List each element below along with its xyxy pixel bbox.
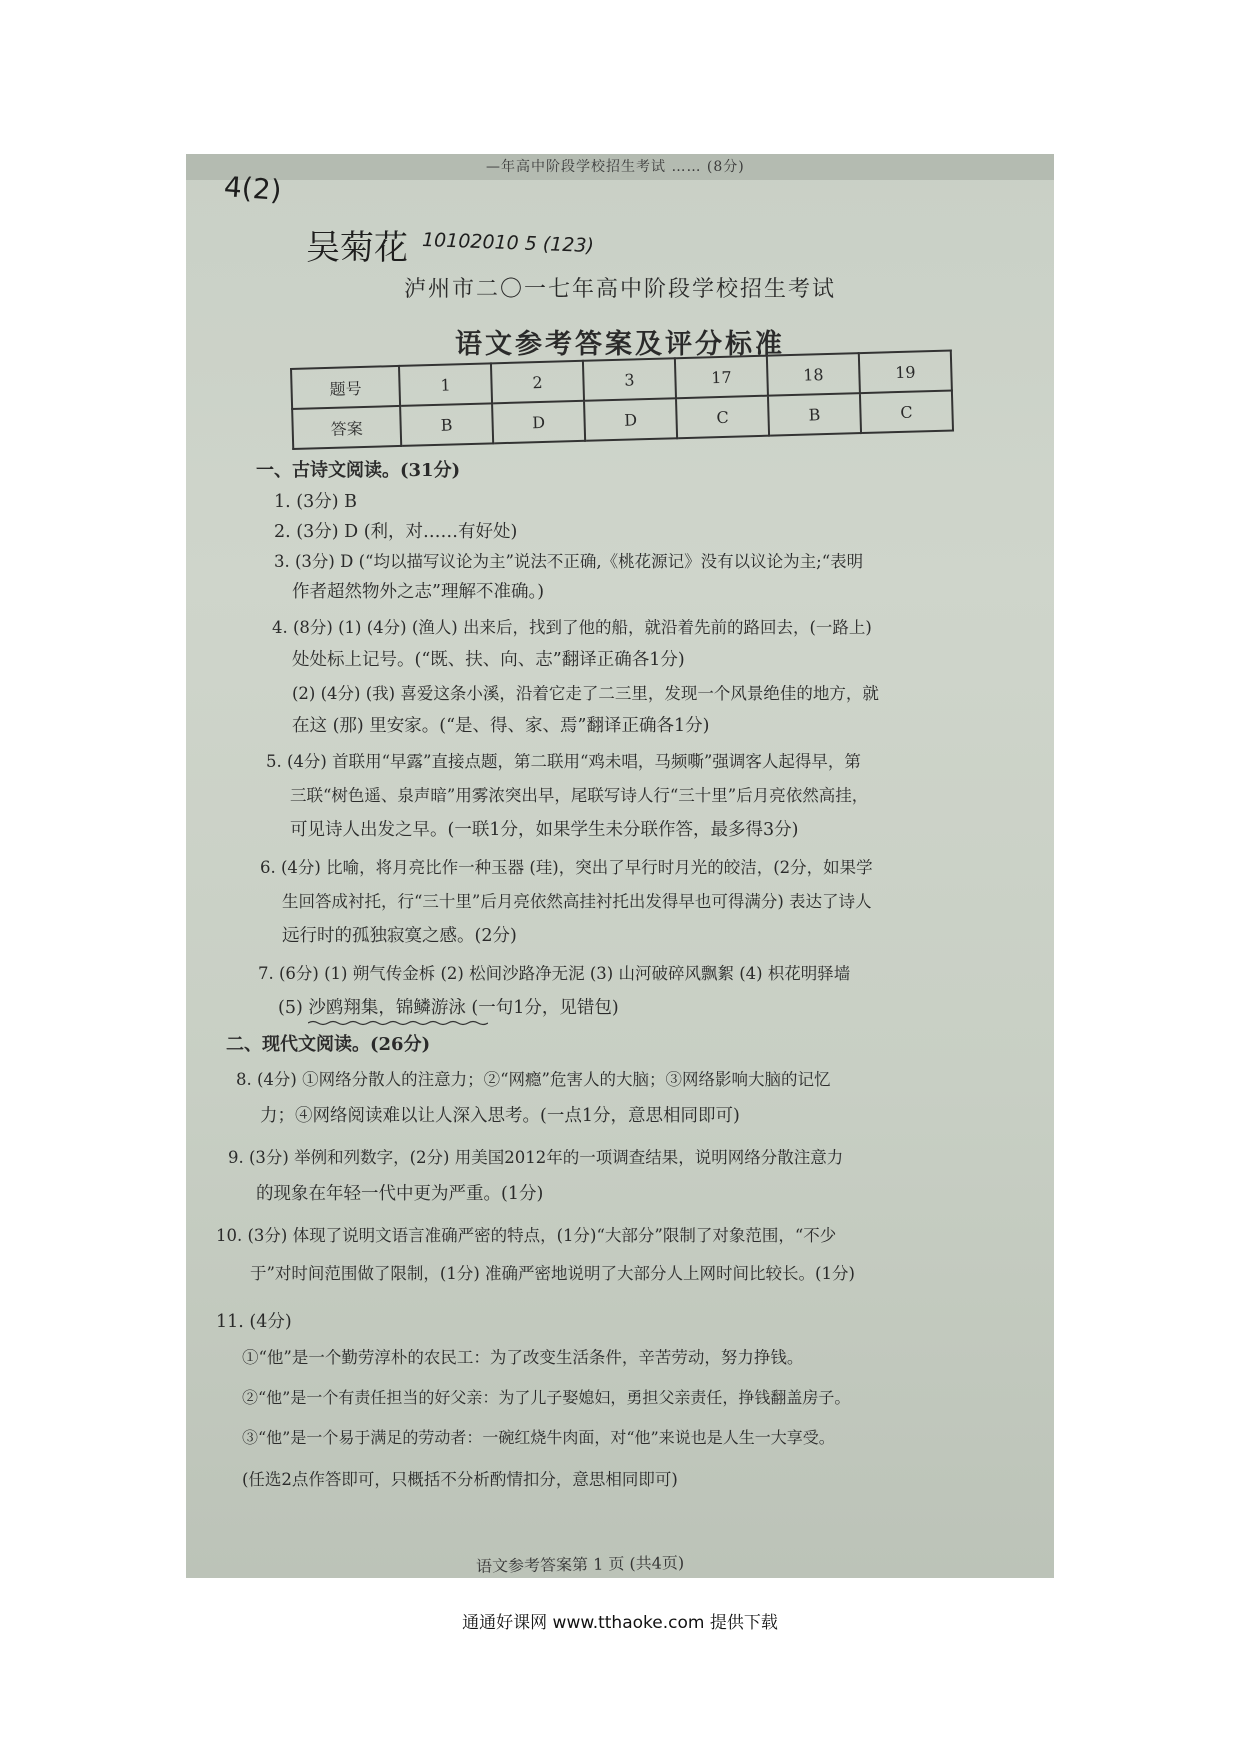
answer-line: 9. (3分) 举例和列数字，(2分) 用美国2012年的一项调查结果，说明网络分散注意力 xyxy=(228,1148,844,1167)
table-header-cell: 答案 xyxy=(292,406,401,449)
page-footer: 语文参考答案第 1 页 (共4页) xyxy=(475,1553,685,1576)
answer-line: 远行时的孤独寂寞之感。(2分) xyxy=(282,926,517,946)
answer-line: ③“他”是一个易于满足的劳动者：一碗红烧牛肉面，对“他”来说也是人生一大享受。 xyxy=(242,1428,835,1447)
answer-line: 4. (8分) (1) (4分) (渔人) 出来后，找到了他的船，就沿着先前的路回去，(一路上) xyxy=(272,618,872,637)
header-strip xyxy=(186,154,1054,180)
answer-line: 2. (3分) D (利，对……有好处) xyxy=(274,522,518,542)
document-subtitle: 语文参考答案及评分标准 xyxy=(455,329,785,360)
answer-line: 作者超然物外之志”理解不准确。) xyxy=(292,582,545,602)
answer-line: (任选2点作答即可，只概括不分析酌情扣分，意思相同即可) xyxy=(242,1470,678,1489)
table-cell: D xyxy=(584,398,677,441)
handwritten-id: 10102010 5 (123) xyxy=(421,229,595,257)
answer-line: 11. (4分) xyxy=(216,1312,292,1332)
table-cell: 1 xyxy=(399,363,492,406)
answer-line: 8. (4分) ①网络分散人的注意力；②“网瘾”危害人的大脑；③网络影响大脑的记忆 xyxy=(236,1070,831,1089)
answer-line: 可见诗人出发之早。(一联1分，如果学生未分联作答，最多得3分) xyxy=(290,820,799,840)
table-cell: 2 xyxy=(491,361,584,404)
answer-line: 在这 (那) 里安家。(“是、得、家、焉”翻译正确各1分) xyxy=(292,716,710,736)
section-heading: 一、古诗文阅读。(31分) xyxy=(256,460,461,481)
table-cell: D xyxy=(492,401,585,444)
answer-line: 的现象在年轻一代中更为严重。(1分) xyxy=(256,1184,544,1204)
handwritten-underline xyxy=(308,1020,488,1026)
answer-line: (2) (4分) (我) 喜爱这条小溪，沿着它走了二三里，发现一个风景绝佳的地方，就 xyxy=(292,684,879,703)
header-strip-text: —年高中阶段学校招生考试 …… (8分) xyxy=(486,159,745,175)
answer-line: 5. (4分) 首联用“早露”直接点题，第二联用“鸡未唱，马频嘶”强调客人起得早，第 xyxy=(266,752,861,771)
answer-line: 力；④网络阅读难以让人深入思考。(一点1分，意思相同即可) xyxy=(260,1106,740,1126)
table-header-cell: 题号 xyxy=(291,366,400,409)
table-cell: 17 xyxy=(675,356,768,399)
answer-line: 1. (3分) B xyxy=(274,492,357,512)
table-cell: 3 xyxy=(583,358,676,401)
handwritten-mark: 4(2) xyxy=(222,170,283,207)
answer-line: 3. (3分) D (“均以描写议论为主”说法不正确,《桃花源记》没有以议论为主;“表明 xyxy=(274,552,864,571)
section-heading: 二、现代文阅读。(26分) xyxy=(226,1034,431,1055)
answer-line: 三联“树色遥、泉声暗”用雾浓突出早，尾联写诗人行“三十里”后月亮依然高挂， xyxy=(290,786,869,805)
answer-line: 7. (6分) (1) 朔气传金柝 (2) 松间沙路净无泥 (3) 山河破碎风飘絮 (4) 枳花明驿墙 xyxy=(258,964,851,983)
answer-line: 10. (3分) 体现了说明文语言准确严密的特点，(1分)“大部分”限制了对象范围，“不少 xyxy=(216,1226,837,1245)
exam-title: 泸州市二〇一七年高中阶段学校招生考试 xyxy=(403,277,836,302)
answer-line: ①“他”是一个勤劳淳朴的农民工：为了改变生活条件，辛苦劳动，努力挣钱。 xyxy=(242,1348,804,1367)
handwritten-name: 吴菊花 xyxy=(306,228,408,268)
answer-line: 生回答成衬托，行“三十里”后月亮依然高挂衬托出发得早也可得满分) 表达了诗人 xyxy=(282,892,872,911)
table-cell: B xyxy=(768,393,861,436)
table-cell: C xyxy=(860,391,953,434)
answer-line: 处处标上记号。(“既、扶、向、志”翻译正确各1分) xyxy=(292,650,685,670)
table-cell: B xyxy=(400,403,493,446)
table-cell: 18 xyxy=(767,353,860,396)
answer-line: ②“他”是一个有责任担当的好父亲：为了儿子娶媳妇，勇担父亲责任，挣钱翻盖房子。 xyxy=(242,1388,851,1407)
table-cell: 19 xyxy=(859,351,952,394)
table-cell: C xyxy=(676,396,769,439)
answer-line: 于”对时间范围做了限制，(1分) 准确严密地说明了大部分人上网时间比较长。(1分) xyxy=(250,1264,855,1283)
answer-table xyxy=(290,350,954,450)
download-watermark: 通通好课网 www.tthaoke.com 提供下载 xyxy=(462,1613,778,1633)
scanned-answer-sheet-photo xyxy=(186,154,1054,1578)
answer-line: (5) 沙鸥翔集，锦鳞游泳 (一句1分，见错包) xyxy=(278,998,619,1018)
answer-line: 6. (4分) 比喻，将月亮比作一种玉器 (珪)，突出了早行时月光的皎洁，(2分，如果学 xyxy=(260,858,873,877)
